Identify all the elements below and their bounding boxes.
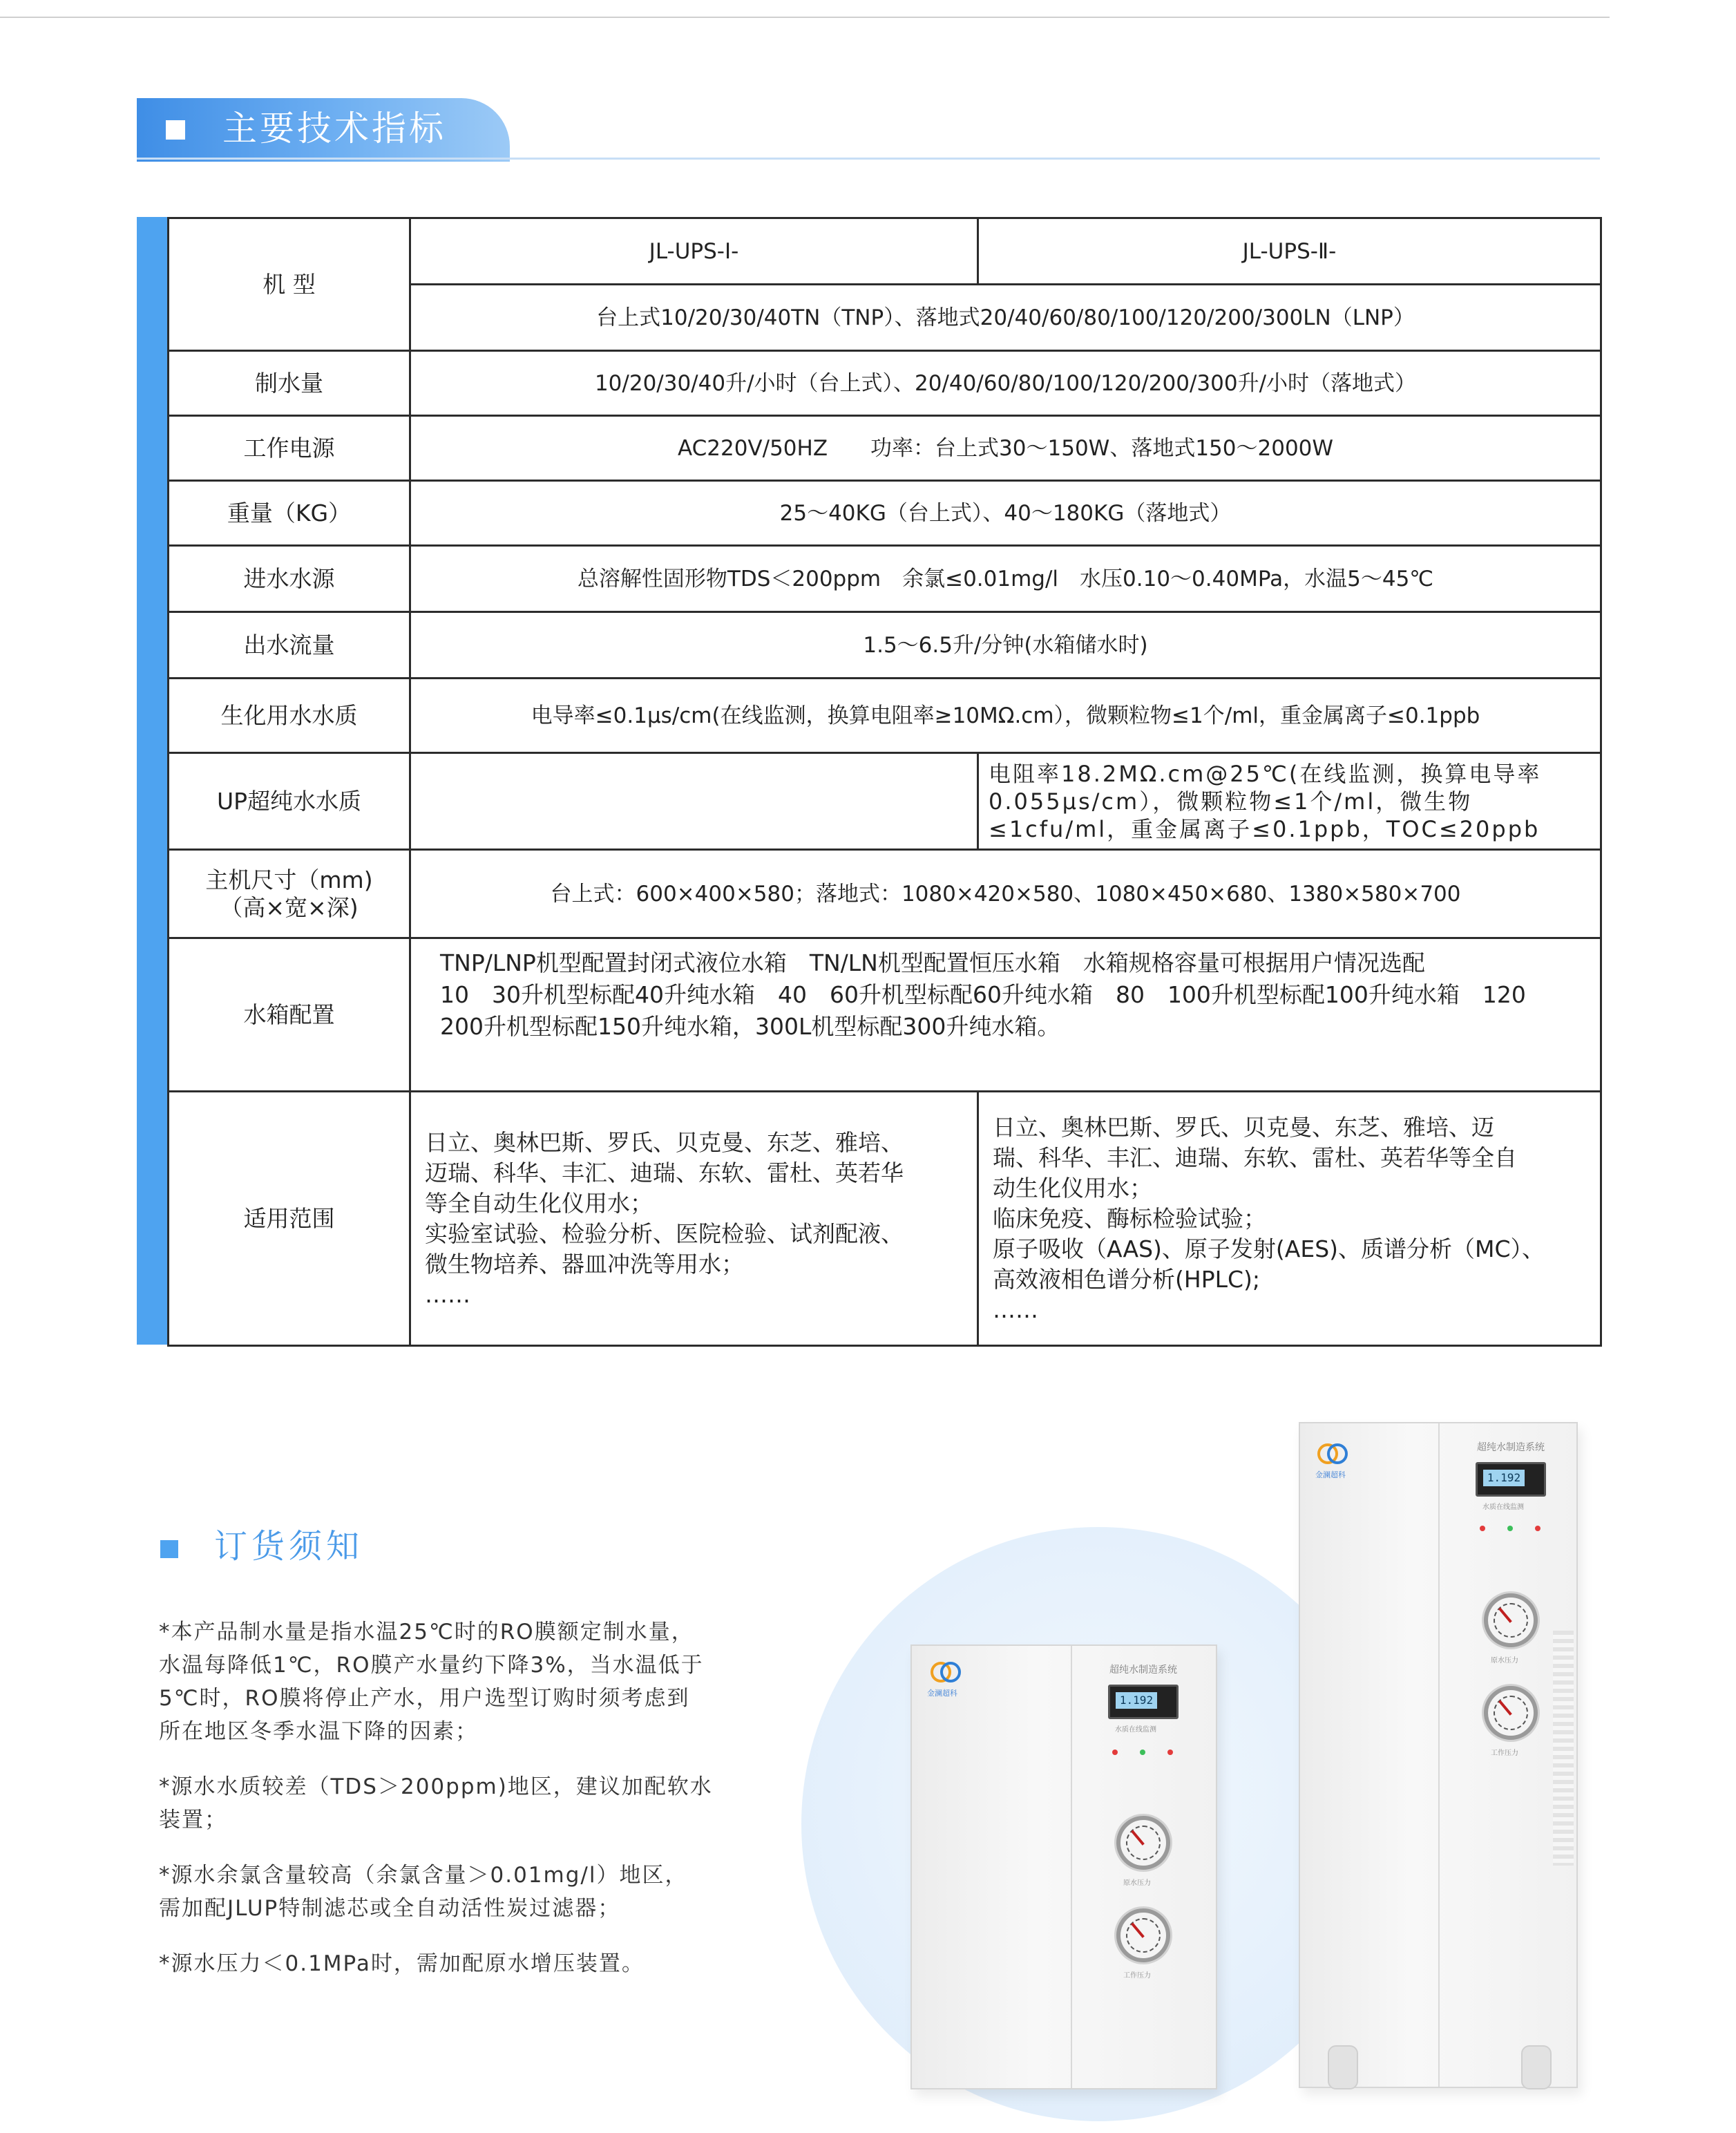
scope-line: 原子吸收（AAS)、原子发射(AES)、质谱分析（MC）、 <box>993 1235 1545 1262</box>
size-label-line: （高×宽×深) <box>220 893 359 921</box>
lcd-value: 1.192 <box>1483 1470 1525 1486</box>
scope-line: 高效液相色谱分析(HPLC); <box>993 1265 1261 1293</box>
status-led-icon <box>1140 1750 1145 1755</box>
scope-line: 瑞、科华、丰汇、迪瑞、东软、雷杜、英若华等全自 <box>993 1144 1517 1171</box>
cabinet-door-split <box>1438 1423 1440 2087</box>
row-label: 生化用水水质 <box>169 679 410 753</box>
gauge-label: 工作压力 <box>1491 1750 1518 1757</box>
lcd-display <box>1476 1462 1546 1497</box>
size-label <box>169 850 410 938</box>
size-value: 台上式：600×400×580；落地式：1080×420×580、1080×450×680、1380×580×700 <box>410 850 1601 938</box>
model-variants: 台上式10/20/30/40TN（TNP）、落地式20/40/60/80/100/120/200/300LN（LNP） <box>410 285 1601 351</box>
status-led-icon <box>1167 1750 1173 1755</box>
row-value: 10/20/30/40升/小时（台上式）、20/40/60/80/100/120/200/300升/小时（落地式） <box>410 351 1601 416</box>
note-paragraph <box>159 1859 753 1925</box>
scope-line: 动生化仪用水； <box>993 1174 1152 1202</box>
note-paragraph <box>159 1615 753 1748</box>
order-notes <box>159 1615 753 2002</box>
section-title: 主要技术指标 <box>222 108 446 149</box>
gauge-label: 原水压力 <box>1123 1879 1151 1887</box>
scope-line: 日立、奥林巴斯、罗氏、贝克曼、东芝、雅培、 <box>425 1128 904 1156</box>
note-line: 水温每降低1℃，RO膜产水量约下降3%，当水温低于 <box>159 1653 704 1678</box>
note-line: 需加配JLUP特制滤芯或全自动活性炭过滤器； <box>159 1896 621 1921</box>
lcd-value: 1.192 <box>1116 1692 1157 1709</box>
scope-line: 迈瑞、科华、丰汇、迪瑞、东软、雷杜、英若华 <box>425 1159 904 1186</box>
note-line: *源水余氯含量较高（余氯含量＞0.01mg/l）地区， <box>159 1863 688 1888</box>
panel-title: 超纯水制造系统 <box>1109 1665 1177 1676</box>
lcd-display <box>1108 1685 1179 1719</box>
tank-line: TNP/LNP机型配置封闭式液位水箱 TN/LN机型配置恒压水箱 水箱规格容量可根据用户情况选配 <box>440 949 1425 976</box>
square-bullet-icon <box>160 1540 178 1558</box>
status-led-icon <box>1535 1526 1541 1531</box>
row-label: 制水量 <box>169 351 410 416</box>
tank-line: 10 30升机型标配40升纯水箱 40 60升机型标配60升纯水箱 80 100升机型标配100升纯水箱 120 <box>440 981 1526 1008</box>
note-line: *源水水质较差（TDS＞200ppm)地区，建议加配软水 <box>159 1774 713 1799</box>
pressure-gauge-icon <box>1116 1816 1170 1870</box>
product-cabinet-tall <box>1299 1422 1578 2088</box>
row-label: 进水水源 <box>169 546 410 612</box>
scope-line: 日立、奥林巴斯、罗氏、贝克曼、东芝、雅培、迈 <box>993 1113 1494 1141</box>
note-line: *源水压力＜0.1MPa时，需加配原水增压装置。 <box>159 1951 645 1976</box>
table-accent-bar <box>137 217 167 1345</box>
section-title: 订货须知 <box>214 1527 364 1566</box>
note-line: 5℃时，RO膜将停止产水，用户选型订购时须考虑到 <box>159 1686 690 1711</box>
up-quality-line: 0.055μs/cm），微颗粒物≤1个/ml，微生物 <box>989 788 1473 815</box>
square-bullet-icon <box>166 120 185 140</box>
scope-col2 <box>978 1092 1601 1346</box>
gauge-label: 工作压力 <box>1123 1972 1151 1980</box>
row-label: 重量（KG） <box>169 481 410 546</box>
scope-line: 等全自动生化仪用水； <box>425 1189 653 1217</box>
brand-logo-icon <box>930 1658 962 1686</box>
up-quality-line: 电阻率18.2MΩ.cm@25℃(在线监测，换算电导率 <box>989 760 1542 787</box>
gauge-label: 原水压力 <box>1491 1657 1518 1665</box>
product-cabinet-small <box>910 1644 1217 2089</box>
pressure-gauge-icon <box>1484 1593 1538 1647</box>
scope-line: 微生物培养、器皿冲洗等用水； <box>425 1250 744 1278</box>
row-value: 1.5～6.5升/分钟(水箱储水时) <box>410 612 1601 679</box>
note-line: 装置； <box>159 1808 227 1832</box>
side-vents <box>1553 1631 1574 1866</box>
up-quality-col1 <box>410 753 978 850</box>
brand-logo-icon <box>1317 1440 1348 1468</box>
scope-line: …… <box>425 1280 470 1308</box>
row-value: 总溶解性固形物TDS＜200ppm 余氯≤0.01mg/l 水压0.10～0.40MPa，水温5～45℃ <box>410 546 1601 612</box>
model-col2: JL-UPS-Ⅱ- <box>978 218 1601 285</box>
top-divider <box>0 17 1610 18</box>
spec-table-wrapper <box>137 217 1600 1345</box>
row-label: 出水流量 <box>169 612 410 679</box>
scope-col1 <box>410 1092 978 1346</box>
row-value: 25～40KG（台上式）、40～180KG（落地式） <box>410 481 1601 546</box>
header-underline <box>137 158 1600 160</box>
brand-name: 金澜超科 <box>927 1689 957 1698</box>
row-value: AC220V/50HZ 功率：台上式30～150W、落地式150～2000W <box>410 416 1601 481</box>
up-quality-label: UP超纯水水质 <box>169 753 410 850</box>
section-header-specs <box>137 98 510 162</box>
note-paragraph <box>159 1947 753 1980</box>
caster-wheel-icon <box>1521 2045 1552 2089</box>
tank-line: 200升机型标配150升纯水箱，300L机型标配300升纯水箱。 <box>440 1013 1060 1040</box>
monitor-label: 水质在线监测 <box>1482 1504 1524 1511</box>
status-led-icon <box>1507 1526 1513 1531</box>
up-quality-col2 <box>978 753 1601 850</box>
spec-table <box>167 217 1602 1347</box>
note-line: *本产品制水量是指水温25℃时的RO膜额定制水量， <box>159 1620 694 1644</box>
cabinet-door-split <box>1071 1646 1072 2088</box>
row-label: 工作电源 <box>169 416 410 481</box>
size-label-line: 主机尺寸（mm) <box>205 866 373 893</box>
caster-wheel-icon <box>1328 2045 1358 2089</box>
brand-name: 金澜超科 <box>1315 1470 1346 1479</box>
model-label: 机 型 <box>169 218 410 351</box>
scope-line: 临床免疫、酶标检验试验； <box>993 1204 1266 1232</box>
pressure-gauge-icon <box>1116 1908 1170 1962</box>
up-quality-line: ≤1cfu/ml，重金属离子≤0.1ppb，TOC≤20ppb <box>989 815 1541 842</box>
scope-line: …… <box>993 1296 1038 1323</box>
status-led-icon <box>1112 1750 1118 1755</box>
status-led-icon <box>1480 1526 1485 1531</box>
row-value: 电导率≤0.1μs/cm(在线监测，换算电阻率≥10MΩ.cm），微颗粒物≤1个/ml，重金属离子≤0.1ppb <box>410 679 1601 753</box>
model-col1: JL-UPS-I- <box>410 218 978 285</box>
pressure-gauge-icon <box>1484 1686 1538 1740</box>
tank-label: 水箱配置 <box>169 938 410 1092</box>
monitor-label: 水质在线监测 <box>1115 1726 1156 1734</box>
panel-title: 超纯水制造系统 <box>1477 1442 1545 1453</box>
tank-value <box>410 938 1601 1092</box>
note-paragraph <box>159 1770 753 1837</box>
note-line: 所在地区冬季水温下降的因素； <box>159 1719 478 1744</box>
scope-line: 实验室试验、检验分析、医院检验、试剂配液、 <box>425 1220 904 1247</box>
scope-label: 适用范围 <box>169 1092 410 1346</box>
